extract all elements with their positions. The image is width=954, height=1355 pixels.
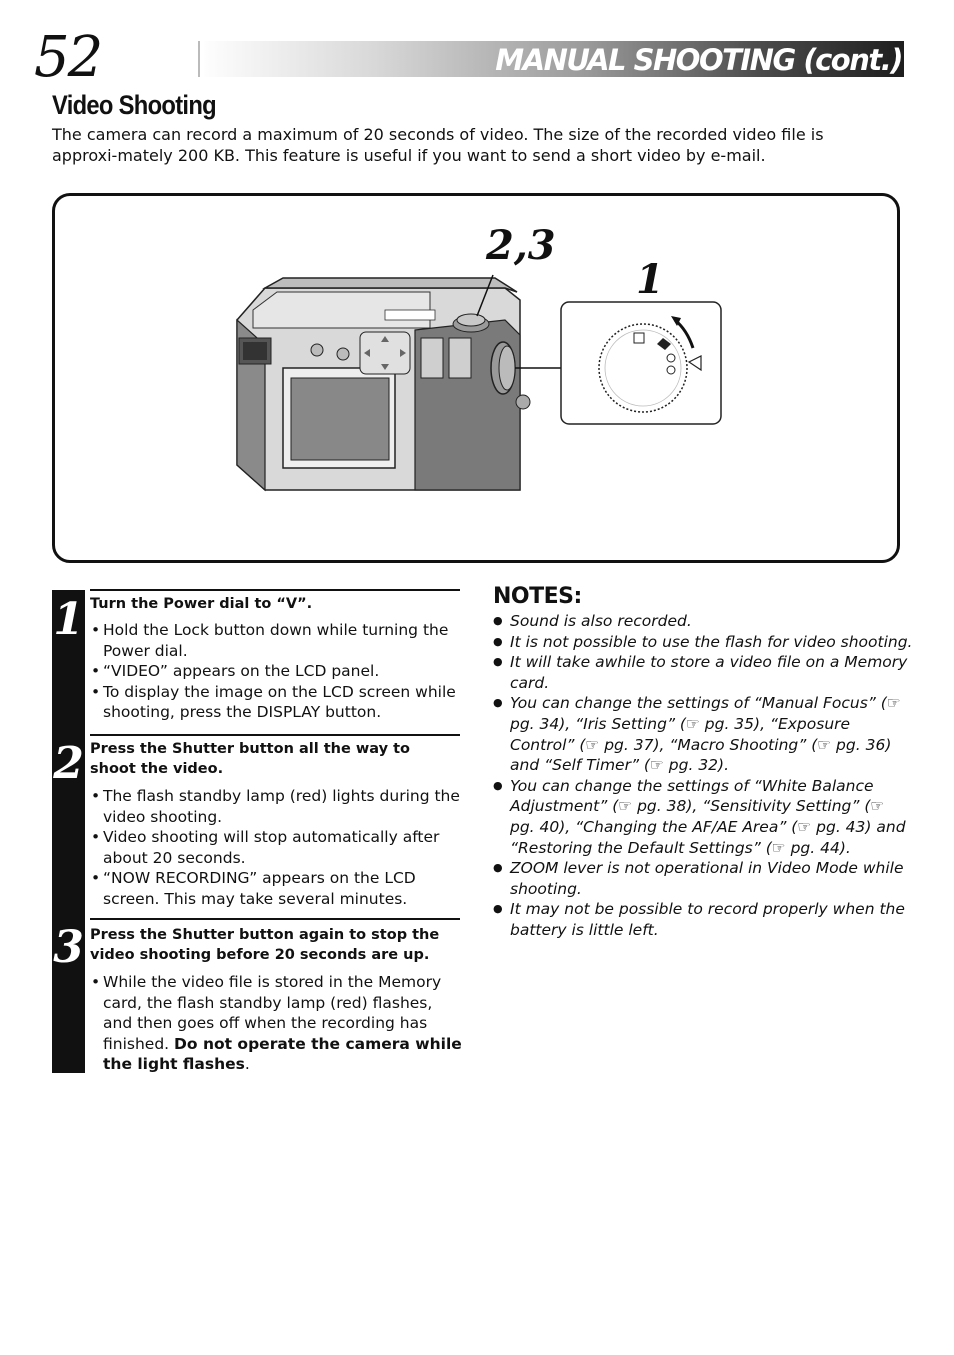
list-item: • To display the image on the LCD screen while shooting, press the DISPLAY button. <box>90 682 465 723</box>
list-item: • Hold the Lock button down while turning the Power dial. <box>90 620 465 661</box>
step-1-number: 1 <box>53 594 84 645</box>
note-item: ● You can change the settings of “White Balance Adjustment” (☞ pg. 38), “Sensitivity Setting” (☞ pg. 40), “Changing the AF/AE Area” (☞ pg. 43) and “Restoring the Default Settings” (☞ pg. 44). <box>493 776 913 858</box>
note-item: ● It is not possible to use the flash for video shooting. <box>493 632 913 653</box>
step-3-heading: Press the Shutter button again to stop the video shooting before 20 seconds are up. <box>90 927 440 963</box>
step-2-number: 2 <box>53 738 84 789</box>
step-3-number: 3 <box>53 922 84 973</box>
callout-dial-step: 1 <box>636 256 664 303</box>
camera-icon <box>237 278 530 490</box>
step-1-bar <box>52 590 85 738</box>
step-divider <box>90 918 460 920</box>
note-item: ● Sound is also recorded. <box>493 611 913 632</box>
note-item: ● It will take awhile to store a video file on a Memory card. <box>493 652 913 693</box>
step-1-bullets <box>90 620 465 723</box>
section-title: MANUAL SHOOTING (cont.) <box>495 43 902 77</box>
step-2-bar <box>52 736 85 922</box>
note-item: ● You can change the settings of “Manual Focus” (☞ pg. 34), “Iris Setting” (☞ pg. 35), “Exposure Control” (☞ pg. 37), “Macro Shooting” (☞ pg. 36) and “Self Timer” (☞ pg. 32). <box>493 693 913 775</box>
step-2-heading: Press the Shutter button all the way to shoot the video. <box>90 741 410 777</box>
step-1-heading: Turn the Power dial to “V”. <box>90 596 313 612</box>
step-divider <box>90 589 460 591</box>
notes-list <box>493 611 913 941</box>
intro-paragraph: The camera can record a maximum of 20 seconds of video. The size of the recorded video file is approxi-mately 200 KB. This feature is useful if you want to send a short video by e-mail. <box>52 125 824 165</box>
list-item: • “VIDEO” appears on the LCD panel. <box>90 661 465 682</box>
callout-shutter-steps: 2,3 <box>486 222 556 269</box>
list-item: • Video shooting will stop automatically after about 20 seconds. <box>90 827 465 868</box>
bullet-end: . <box>244 1055 250 1074</box>
list-item <box>90 972 465 1075</box>
step-3-bar <box>52 920 85 1073</box>
list-item: • The flash standby lamp (red) lights during the video shooting. <box>90 786 465 827</box>
notes-title: NOTES: <box>493 584 582 609</box>
note-item: ● ZOOM lever is not operational in Video Mode while shooting. <box>493 858 913 899</box>
note-item: ● It may not be possible to record properly when the battery is little left. <box>493 899 913 940</box>
bullet-warning: Do not operate the camera while the light flashes <box>103 1034 462 1074</box>
subheading: Video Shooting <box>52 90 216 120</box>
step-divider <box>90 734 460 736</box>
step-2-bullets <box>90 786 465 910</box>
bullet-text: While the video file is stored in the Memory card, the flash standby lamp (red) flashes, and then goes off when the recording has finished. <box>103 973 442 1053</box>
step-3-bullets <box>90 972 465 1075</box>
page-number: 52 <box>34 25 102 90</box>
list-item: • “NOW RECORDING” appears on the LCD screen. This may take several minutes. <box>90 868 465 909</box>
